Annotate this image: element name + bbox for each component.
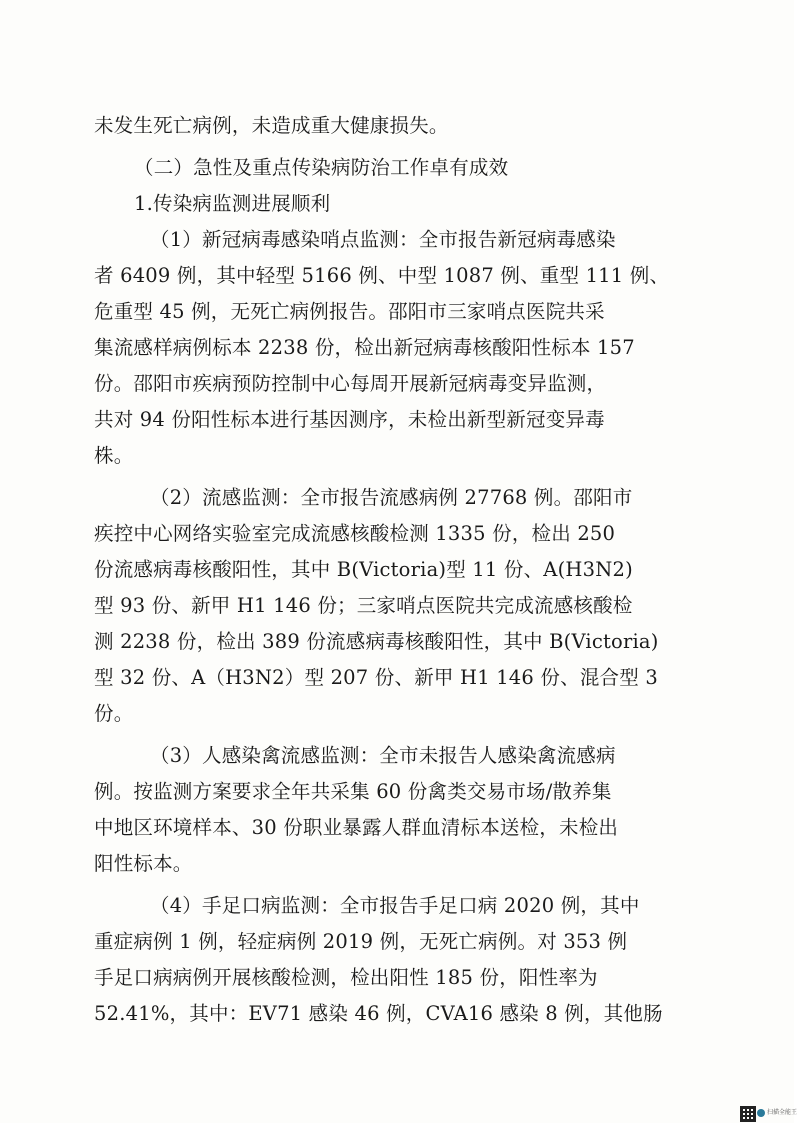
- paragraph-1-line: 份。邵阳市疾病预防控制中心每周开展新冠病毒变异监测，: [94, 372, 607, 395]
- scanner-logo-text: 扫描全能王: [767, 1109, 797, 1116]
- paragraph-2-line: 份流感病毒核酸阳性，其中 B(Victoria)型 11 份、A(H3N2): [94, 558, 633, 581]
- paragraph-4-line: （4）手足口病监测：全市报告手足口病 2020 例，其中: [150, 894, 640, 917]
- paragraph-3-line: 中地区环境样本、30 份职业暴露人群血清标本送检，未检出: [94, 816, 619, 839]
- paragraph-1-line: 株。: [94, 444, 134, 467]
- scanner-logo-icon: [757, 1109, 765, 1117]
- paragraph-2-line: 型 32 份、A（H3N2）型 207 份、新甲 H1 146 份、混合型 3: [94, 666, 658, 689]
- section-heading: （二）急性及重点传染病防治工作卓有成效: [134, 156, 509, 179]
- paragraph-1-line: 者 6409 例，其中轻型 5166 例、中型 1087 例、重型 111 例、: [94, 264, 670, 287]
- paragraph-2-line: 份。: [94, 702, 134, 725]
- scanner-watermark: [757, 1107, 797, 1117]
- paragraph-4-line: 重症病例 1 例，轻症病例 2019 例，无死亡病例。对 353 例: [94, 930, 628, 953]
- paragraph-3-line: 例。按监测方案要求全年共采集 60 份禽类交易市场/散养集: [94, 780, 612, 803]
- paragraph-4-line: 52.41%，其中：EV71 感染 46 例，CVA16 感染 8 例，其他肠: [94, 1002, 663, 1025]
- paragraph-4-line: 手足口病病例开展核酸检测，检出阳性 185 份，阳性率为: [94, 966, 598, 989]
- paragraph-1-line: 危重型 45 例，无死亡病例报告。邵阳市三家哨点医院共采: [94, 300, 605, 323]
- paragraph-1-line: 集流感样病例标本 2238 份，检出新冠病毒核酸阳性标本 157: [94, 336, 635, 359]
- paragraph-2-line: 型 93 份、新甲 H1 146 份；三家哨点医院共完成流感核酸检: [94, 594, 633, 617]
- document-body: [94, 108, 694, 1032]
- text-line: 未发生死亡病例，未造成重大健康损失。: [94, 114, 449, 137]
- paragraph-2-line: 测 2238 份，检出 389 份流感病毒核酸阳性，其中 B(Victoria): [94, 630, 659, 653]
- qr-code-icon: [740, 1106, 756, 1122]
- paragraph-2-line: 疾控中心网络实验室完成流感核酸检测 1335 份，检出 250: [94, 522, 616, 545]
- paragraph-1-line: 共对 94 份阳性标本进行基因测序，未检出新型新冠变异毒: [94, 408, 605, 431]
- subsection-heading: 1.传染病监测进展顺利: [134, 192, 331, 215]
- paragraph-2-line: （2）流感监测：全市报告流感病例 27768 例。邵阳市: [150, 486, 633, 509]
- paragraph-3-line: 阳性标本。: [94, 852, 193, 875]
- paragraph-1-line: （1）新冠病毒感染哨点监测：全市报告新冠病毒感染: [150, 228, 616, 251]
- paragraph-3-line: （3）人感染禽流感监测：全市未报告人感染禽流感病: [150, 744, 616, 767]
